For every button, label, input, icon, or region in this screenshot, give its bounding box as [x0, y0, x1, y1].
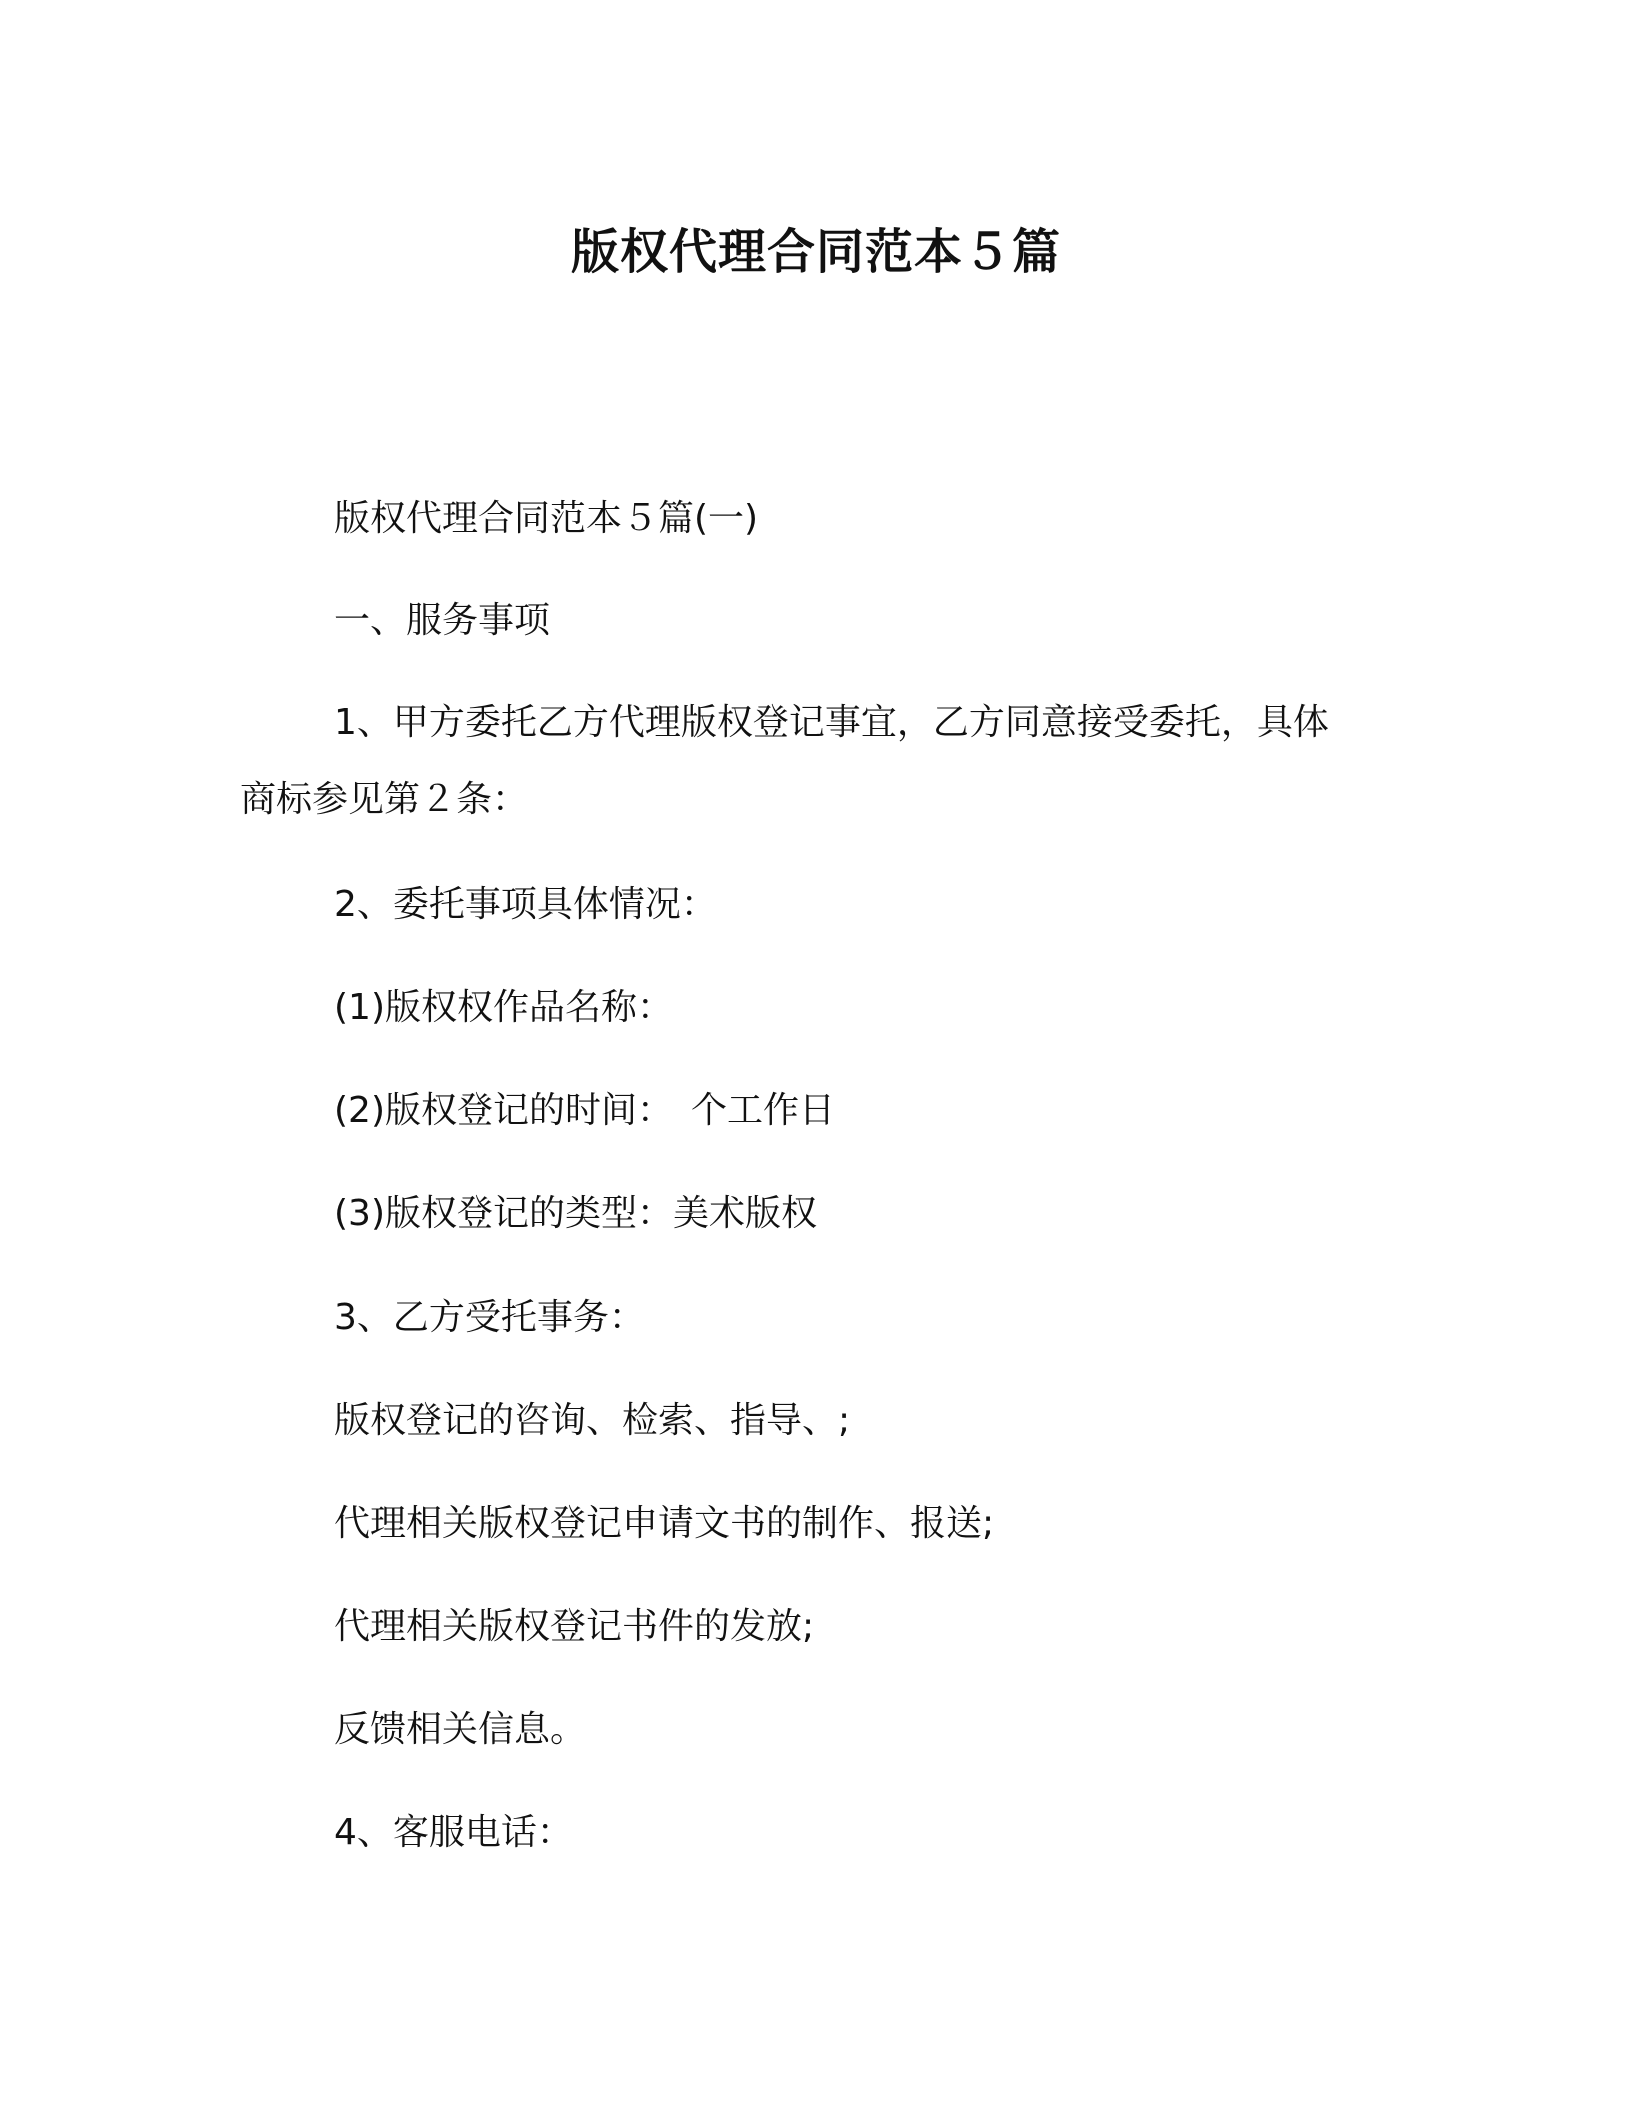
paragraph-line: 版权登记的咨询、检索、指导、; [334, 1400, 851, 1441]
paragraph-line: (1)版权权作品名称： [334, 987, 673, 1028]
paragraph-line: 代理相关版权登记申请文书的制作、报送; [334, 1503, 995, 1544]
paragraph-line: 2、委托事项具体情况： [334, 884, 717, 925]
paragraph-line: 一、服务事项 [334, 600, 551, 641]
paragraph-line: 商标参见第２条： [240, 779, 529, 820]
paragraph-line: (2)版权登记的时间： 个工作日 [334, 1090, 835, 1131]
paragraph-line: 4、客服电话： [334, 1812, 573, 1853]
paragraph-line: 代理相关版权登记书件的发放; [334, 1606, 815, 1647]
section-heading: 版权代理合同范本５篇(一) [334, 498, 759, 539]
paragraph-line: 反馈相关信息。 [334, 1709, 587, 1750]
paragraph-line: (3)版权登记的类型：美术版权 [334, 1193, 817, 1234]
paragraph-line: 3、乙方受托事务： [334, 1297, 645, 1338]
document-title: 版权代理合同范本５篇 [570, 224, 1061, 280]
paragraph-line: 1、甲方委托乙方代理版权登记事宜，乙方同意接受委托，具体 [334, 702, 1329, 743]
